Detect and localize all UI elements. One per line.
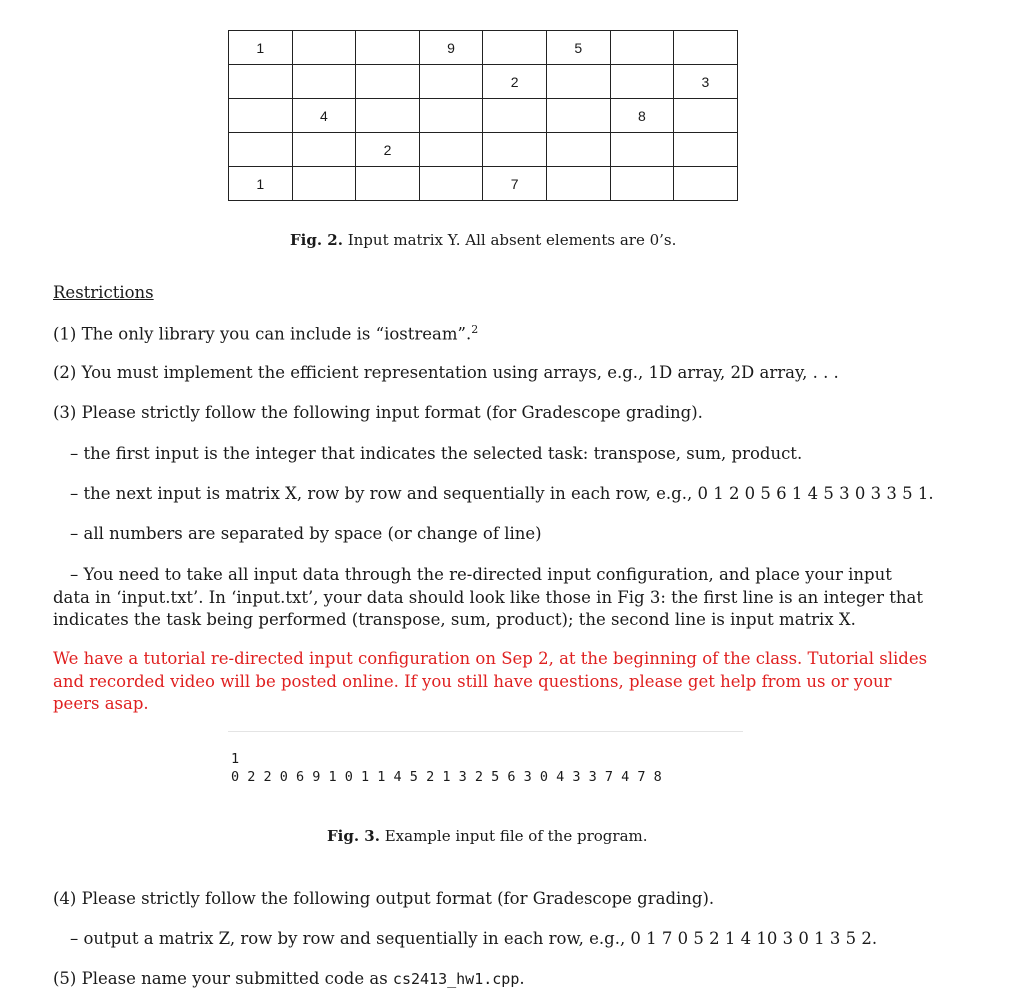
restriction-item-1 bbox=[53, 323, 478, 344]
matrix-cell bbox=[356, 65, 420, 99]
matrix-cell bbox=[292, 31, 356, 65]
input-redirect-paragraph: – You need to take all input data through the re-directed input configuration, and place your input data in ‘input.txt’. In ‘input.txt’, your data should look like those in Fig 3: the first line is an integer that indicates the task being performed (transpose, sum, product); the second line is input matrix X. bbox=[53, 565, 924, 629]
matrix-cell bbox=[356, 31, 420, 65]
matrix-cell bbox=[546, 65, 610, 99]
matrix-cell bbox=[229, 65, 293, 99]
output-item-5-text: (5) Please name your submitted code as bbox=[53, 969, 393, 988]
matrix-cell bbox=[610, 65, 674, 99]
matrix-row bbox=[229, 65, 738, 99]
matrix-cell: 9 bbox=[419, 31, 483, 65]
fig3-text: Example input file of the program. bbox=[379, 827, 648, 845]
matrix-cell bbox=[674, 99, 738, 133]
submission-filename: cs2413_hw1.cpp bbox=[392, 970, 520, 988]
matrix-cell: 2 bbox=[483, 65, 547, 99]
code-divider bbox=[228, 731, 743, 732]
fig2-caption bbox=[290, 231, 676, 249]
example-file-line-2: 0 2 2 0 6 9 1 0 1 1 4 5 2 1 3 2 5 6 3 0 4 3 3 7 4 7 8 bbox=[231, 769, 662, 785]
matrix-cell: 7 bbox=[483, 167, 547, 201]
matrix-cell: 3 bbox=[674, 65, 738, 99]
matrix-cell bbox=[546, 133, 610, 167]
matrix-cell bbox=[483, 99, 547, 133]
matrix-cell: 2 bbox=[356, 133, 420, 167]
restriction-item-3: (3) Please strictly follow the following input format (for Gradescope grading). bbox=[53, 403, 703, 422]
matrix-cell bbox=[610, 167, 674, 201]
matrix-cell bbox=[483, 133, 547, 167]
matrix-row bbox=[229, 31, 738, 65]
matrix-cell: 1 bbox=[229, 167, 293, 201]
matrix-row bbox=[229, 99, 738, 133]
tutorial-notice: We have a tutorial re-directed input configuration on Sep 2, at the beginning of the class. Tutorial slides and recorded video will be posted online. If you still have questions, please get help from us or your peers asap. bbox=[53, 649, 928, 713]
matrix-row bbox=[229, 167, 738, 201]
output-format-matrix-z: – output a matrix Z, row by row and sequentially in each row, e.g., 0 1 7 0 5 2 1 4 10 3 0 1 3 5 2. bbox=[70, 929, 878, 948]
matrix-cell bbox=[419, 133, 483, 167]
matrix-cell: 4 bbox=[292, 99, 356, 133]
matrix-cell bbox=[674, 167, 738, 201]
matrix-cell: 8 bbox=[610, 99, 674, 133]
matrix-cell bbox=[419, 99, 483, 133]
matrix-cell bbox=[229, 99, 293, 133]
input-format-first-input: – the first input is the integer that indicates the selected task: transpose, sum, product. bbox=[70, 444, 803, 463]
matrix-cell: 5 bbox=[546, 31, 610, 65]
matrix-cell bbox=[546, 99, 610, 133]
footnote-marker: 2 bbox=[471, 323, 479, 336]
matrix-cell bbox=[483, 31, 547, 65]
matrix-cell bbox=[674, 31, 738, 65]
matrix-cell bbox=[292, 167, 356, 201]
matrix-cell bbox=[610, 133, 674, 167]
example-file-line-1: 1 bbox=[231, 751, 240, 767]
matrix-cell: 1 bbox=[229, 31, 293, 65]
matrix-cell bbox=[292, 65, 356, 99]
output-item-4: (4) Please strictly follow the following output format (for Gradescope grading). bbox=[53, 889, 715, 908]
input-format-separator: – all numbers are separated by space (or change of line) bbox=[70, 524, 542, 543]
matrix-cell bbox=[419, 167, 483, 201]
output-item-5-end: . bbox=[519, 969, 525, 988]
matrix-cell bbox=[419, 65, 483, 99]
fig2-label: Fig. 2. bbox=[290, 231, 343, 249]
input-matrix-y bbox=[228, 30, 738, 201]
restriction-item-2: (2) You must implement the efficient representation using arrays, e.g., 1D array, 2D array, . . . bbox=[53, 363, 839, 382]
fig3-label: Fig. 3. bbox=[327, 827, 380, 845]
restrictions-heading: Restrictions bbox=[53, 283, 154, 302]
input-format-matrix-x: – the next input is matrix X, row by row and sequentially in each row, e.g., 0 1 2 0 5 6 1 4 5 3 0 3 3 5 1. bbox=[70, 484, 934, 503]
matrix-row bbox=[229, 133, 738, 167]
matrix-cell bbox=[610, 31, 674, 65]
matrix-cell bbox=[546, 167, 610, 201]
matrix-cell bbox=[229, 133, 293, 167]
restriction-item-1-text: (1) The only library you can include is “iostream”. bbox=[53, 324, 472, 344]
matrix-cell bbox=[292, 133, 356, 167]
matrix-cell bbox=[356, 99, 420, 133]
output-item-5 bbox=[53, 969, 525, 988]
fig3-caption bbox=[327, 827, 648, 845]
matrix-cell bbox=[674, 133, 738, 167]
fig2-text: Input matrix Y. All absent elements are 0’s. bbox=[342, 231, 677, 249]
matrix-cell bbox=[356, 167, 420, 201]
